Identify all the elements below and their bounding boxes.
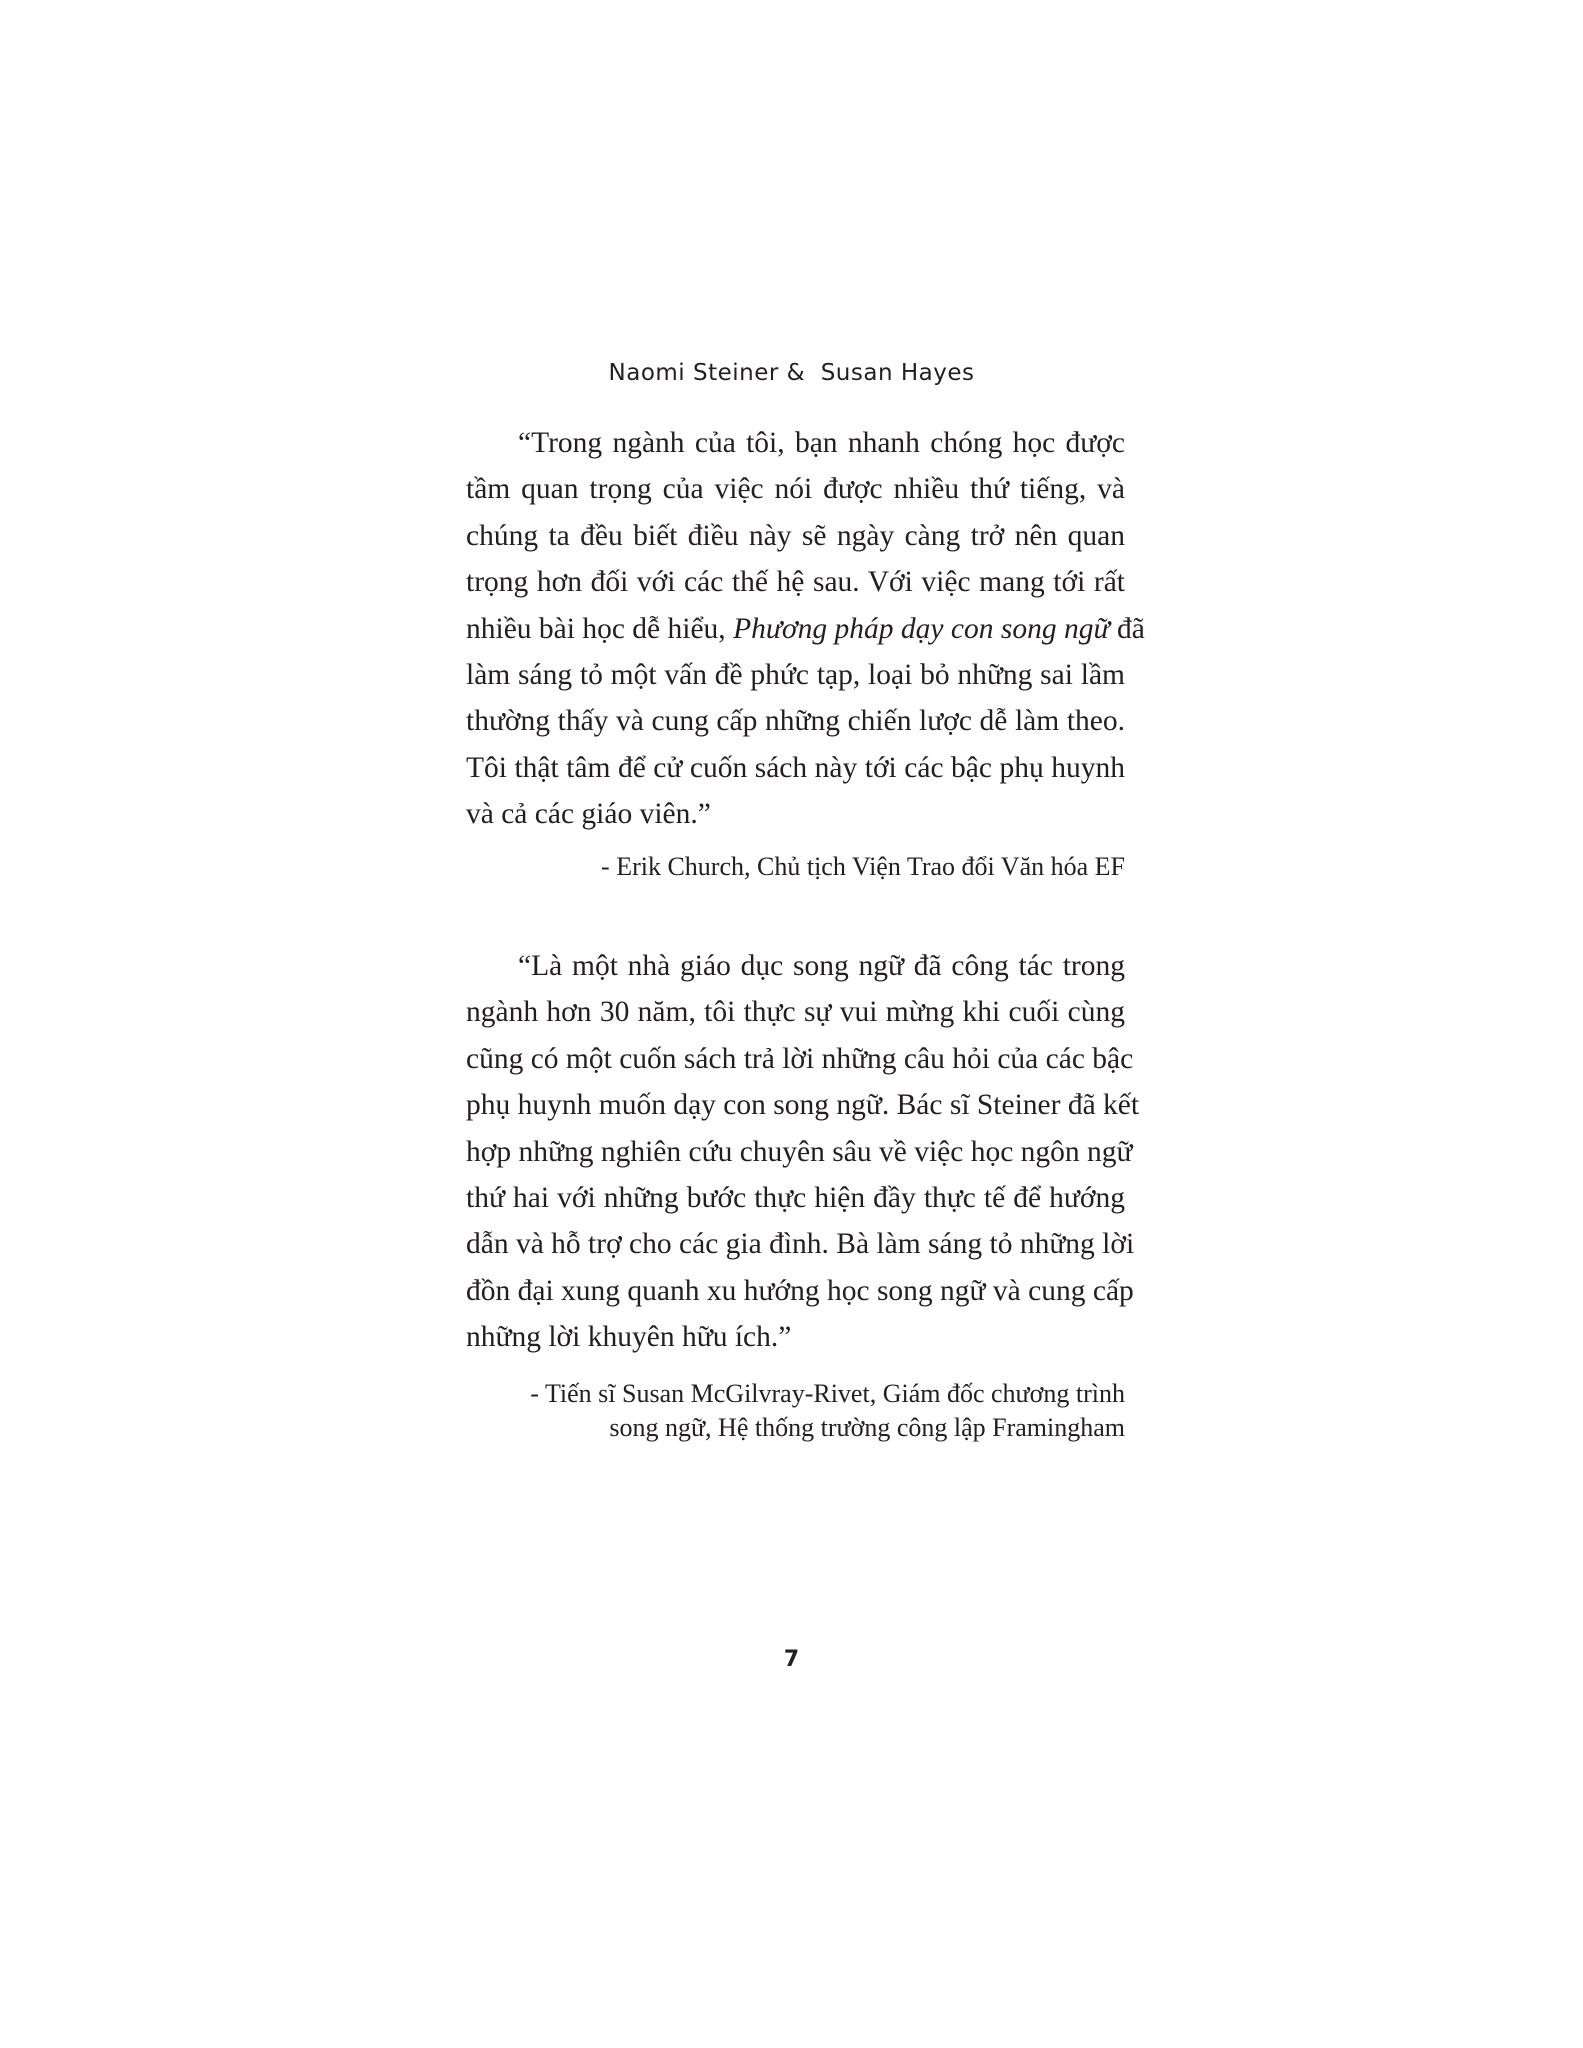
quote-line: những lời khuyên hữu ích.” — [466, 1321, 792, 1354]
quote-line-with-title — [466, 606, 1145, 652]
quote-line: tầm quan trọng của việc nói được nhiều thứ tiếng, và — [466, 473, 1125, 506]
page-number: 7 — [783, 1647, 800, 1672]
quote-line: cũng có một cuốn sách trả lời những câu hỏi của các bậc — [466, 1042, 1134, 1075]
attribution-line: song ngữ, Hệ thống trường công lập Framingham — [609, 1412, 1125, 1442]
running-head: Naomi Steiner & Susan Hayes — [608, 360, 975, 386]
quote-line: ngành hơn 30 năm, tôi thực sự vui mừng khi cuối cùng — [466, 996, 1125, 1029]
quote-attribution — [466, 1377, 1125, 1445]
quote-text: nhiều bài học dễ hiểu, — [466, 612, 726, 645]
quote-line: làm sáng tỏ một vấn đề phức tạp, loại bỏ những sai lầm — [466, 659, 1125, 692]
quote-line: thường thấy và cung cấp những chiến lược dễ làm theo. — [466, 705, 1125, 738]
quote-text: đã — [1116, 612, 1145, 645]
quote-line: đồn đại xung quanh xu hướng học song ngữ và cung cấp — [466, 1274, 1134, 1307]
attribution-line: - Tiến sĩ Susan McGilvray-Rivet, Giám đốc chương trình — [530, 1378, 1125, 1408]
quote-line: dẫn và hỗ trợ cho các gia đình. Bà làm sáng tỏ những lời — [466, 1228, 1135, 1261]
book-title: Phương pháp dạy con song ngữ — [733, 612, 1110, 645]
quote-attribution — [466, 850, 1125, 884]
quote-line: “Là một nhà giáo dục song ngữ đã công tác trong — [518, 950, 1125, 982]
quote-line: thứ hai với những bước thực hiện đầy thực tế để hướng — [466, 1182, 1125, 1215]
attribution-line: - Erik Church, Chủ tịch Viện Trao đổi Văn hóa EF — [601, 851, 1125, 881]
quote-line: Tôi thật tâm để cử cuốn sách này tới các bậc phụ huynh — [466, 751, 1125, 784]
quote-line: trọng hơn đối với các thế hệ sau. Với việc mang tới rất — [466, 566, 1125, 599]
quote-line: phụ huynh muốn dạy con song ngữ. Bác sĩ Steiner đã kết — [466, 1089, 1140, 1122]
quote-line: và cả các giáo viên.” — [466, 798, 711, 831]
quote-line: “Trong ngành của tôi, bạn nhanh chóng học được — [518, 427, 1125, 459]
quote-line: chúng ta đều biết điều này sẽ ngày càng trở nên quan — [466, 519, 1125, 552]
quote-line: hợp những nghiên cứu chuyên sâu về việc học ngôn ngữ — [466, 1135, 1133, 1168]
endorsement-quote-2 — [466, 943, 1140, 1445]
endorsement-quote-1 — [466, 420, 1145, 884]
